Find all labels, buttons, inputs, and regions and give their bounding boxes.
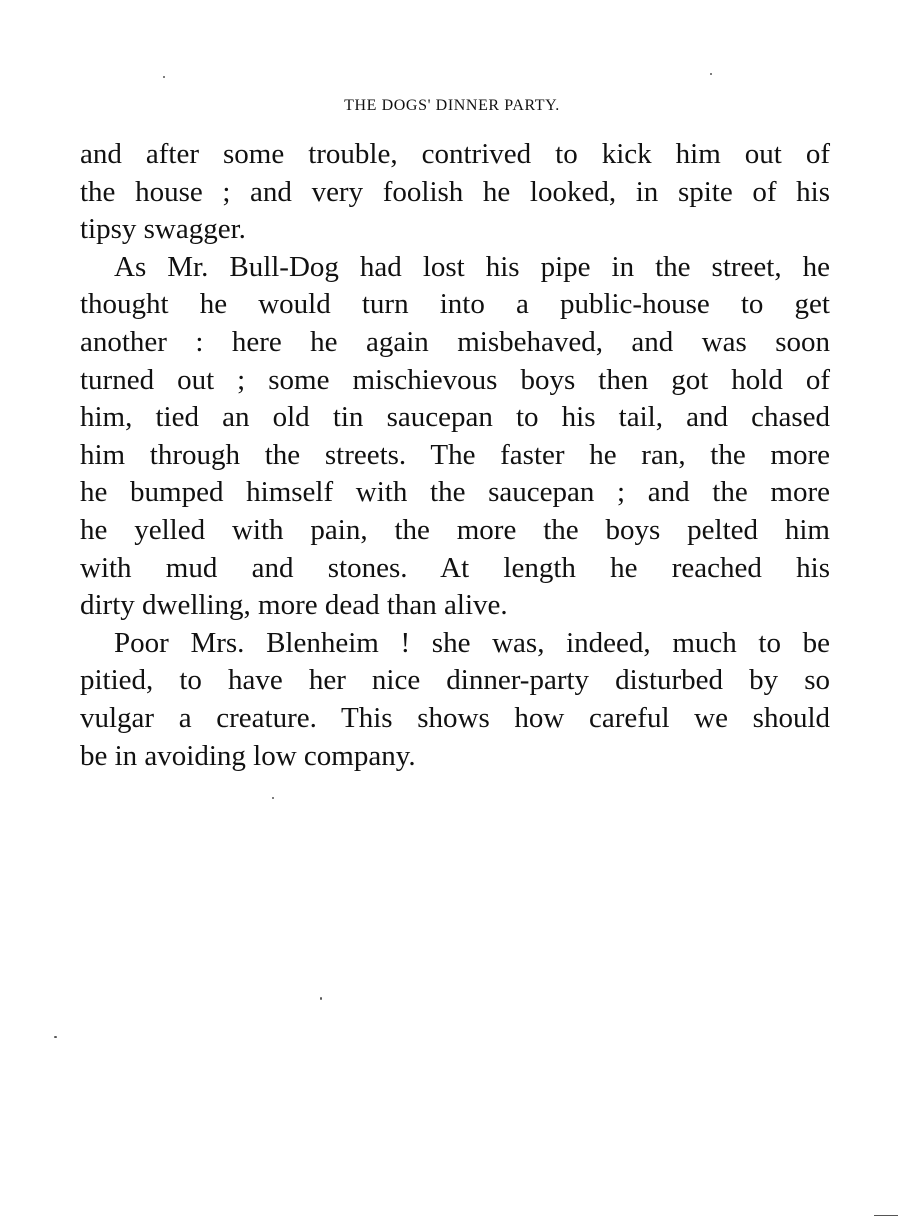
paragraph-1 [80,136,830,249]
text-line: be in avoiding low company. [80,739,416,772]
text-line: him, tied an old tin saucepan to his tail, and chased [80,401,830,434]
body-text [80,136,830,775]
text-line: tipsy swagger. [80,213,246,246]
scan-speck [163,76,165,78]
text-line: the house ; and very foolish he looked, in spite of his [80,175,830,208]
text-line: pitied, to have her nice dinner-party disturbed by so [80,664,830,697]
text-line: with mud and stones. At length he reached his [80,551,830,584]
text-line: he bumped himself with the saucepan ; and the more [80,476,830,509]
scan-speck [320,997,322,1000]
text-line: As Mr. Bull-Dog had lost his pipe in the street, he [114,250,830,283]
text-line: dirty dwelling, more dead than alive. [80,589,508,622]
text-line: thought he would turn into a public-house to get [80,288,830,321]
text-line: and after some trouble, contrived to kick him out of [80,138,830,170]
text-line: turned out ; some mischievous boys then got hold of [80,363,830,396]
text-line: Poor Mrs. Blenheim ! she was, indeed, much to be [114,626,830,659]
paragraph-3 [80,625,830,775]
scan-speck [272,797,274,799]
text-line: he yelled with pain, the more the boys pelted him [80,513,830,546]
paragraph-2 [80,249,830,625]
scan-speck [54,1036,57,1038]
text-line: another : here he again misbehaved, and was soon [80,325,830,358]
scan-speck [874,1215,898,1216]
scan-speck [710,73,712,75]
running-head: THE DOGS' DINNER PARTY. [344,97,560,114]
text-line: him through the streets. The faster he ran, the more [80,438,830,471]
text-line: vulgar a creature. This shows how careful we should [80,701,830,734]
